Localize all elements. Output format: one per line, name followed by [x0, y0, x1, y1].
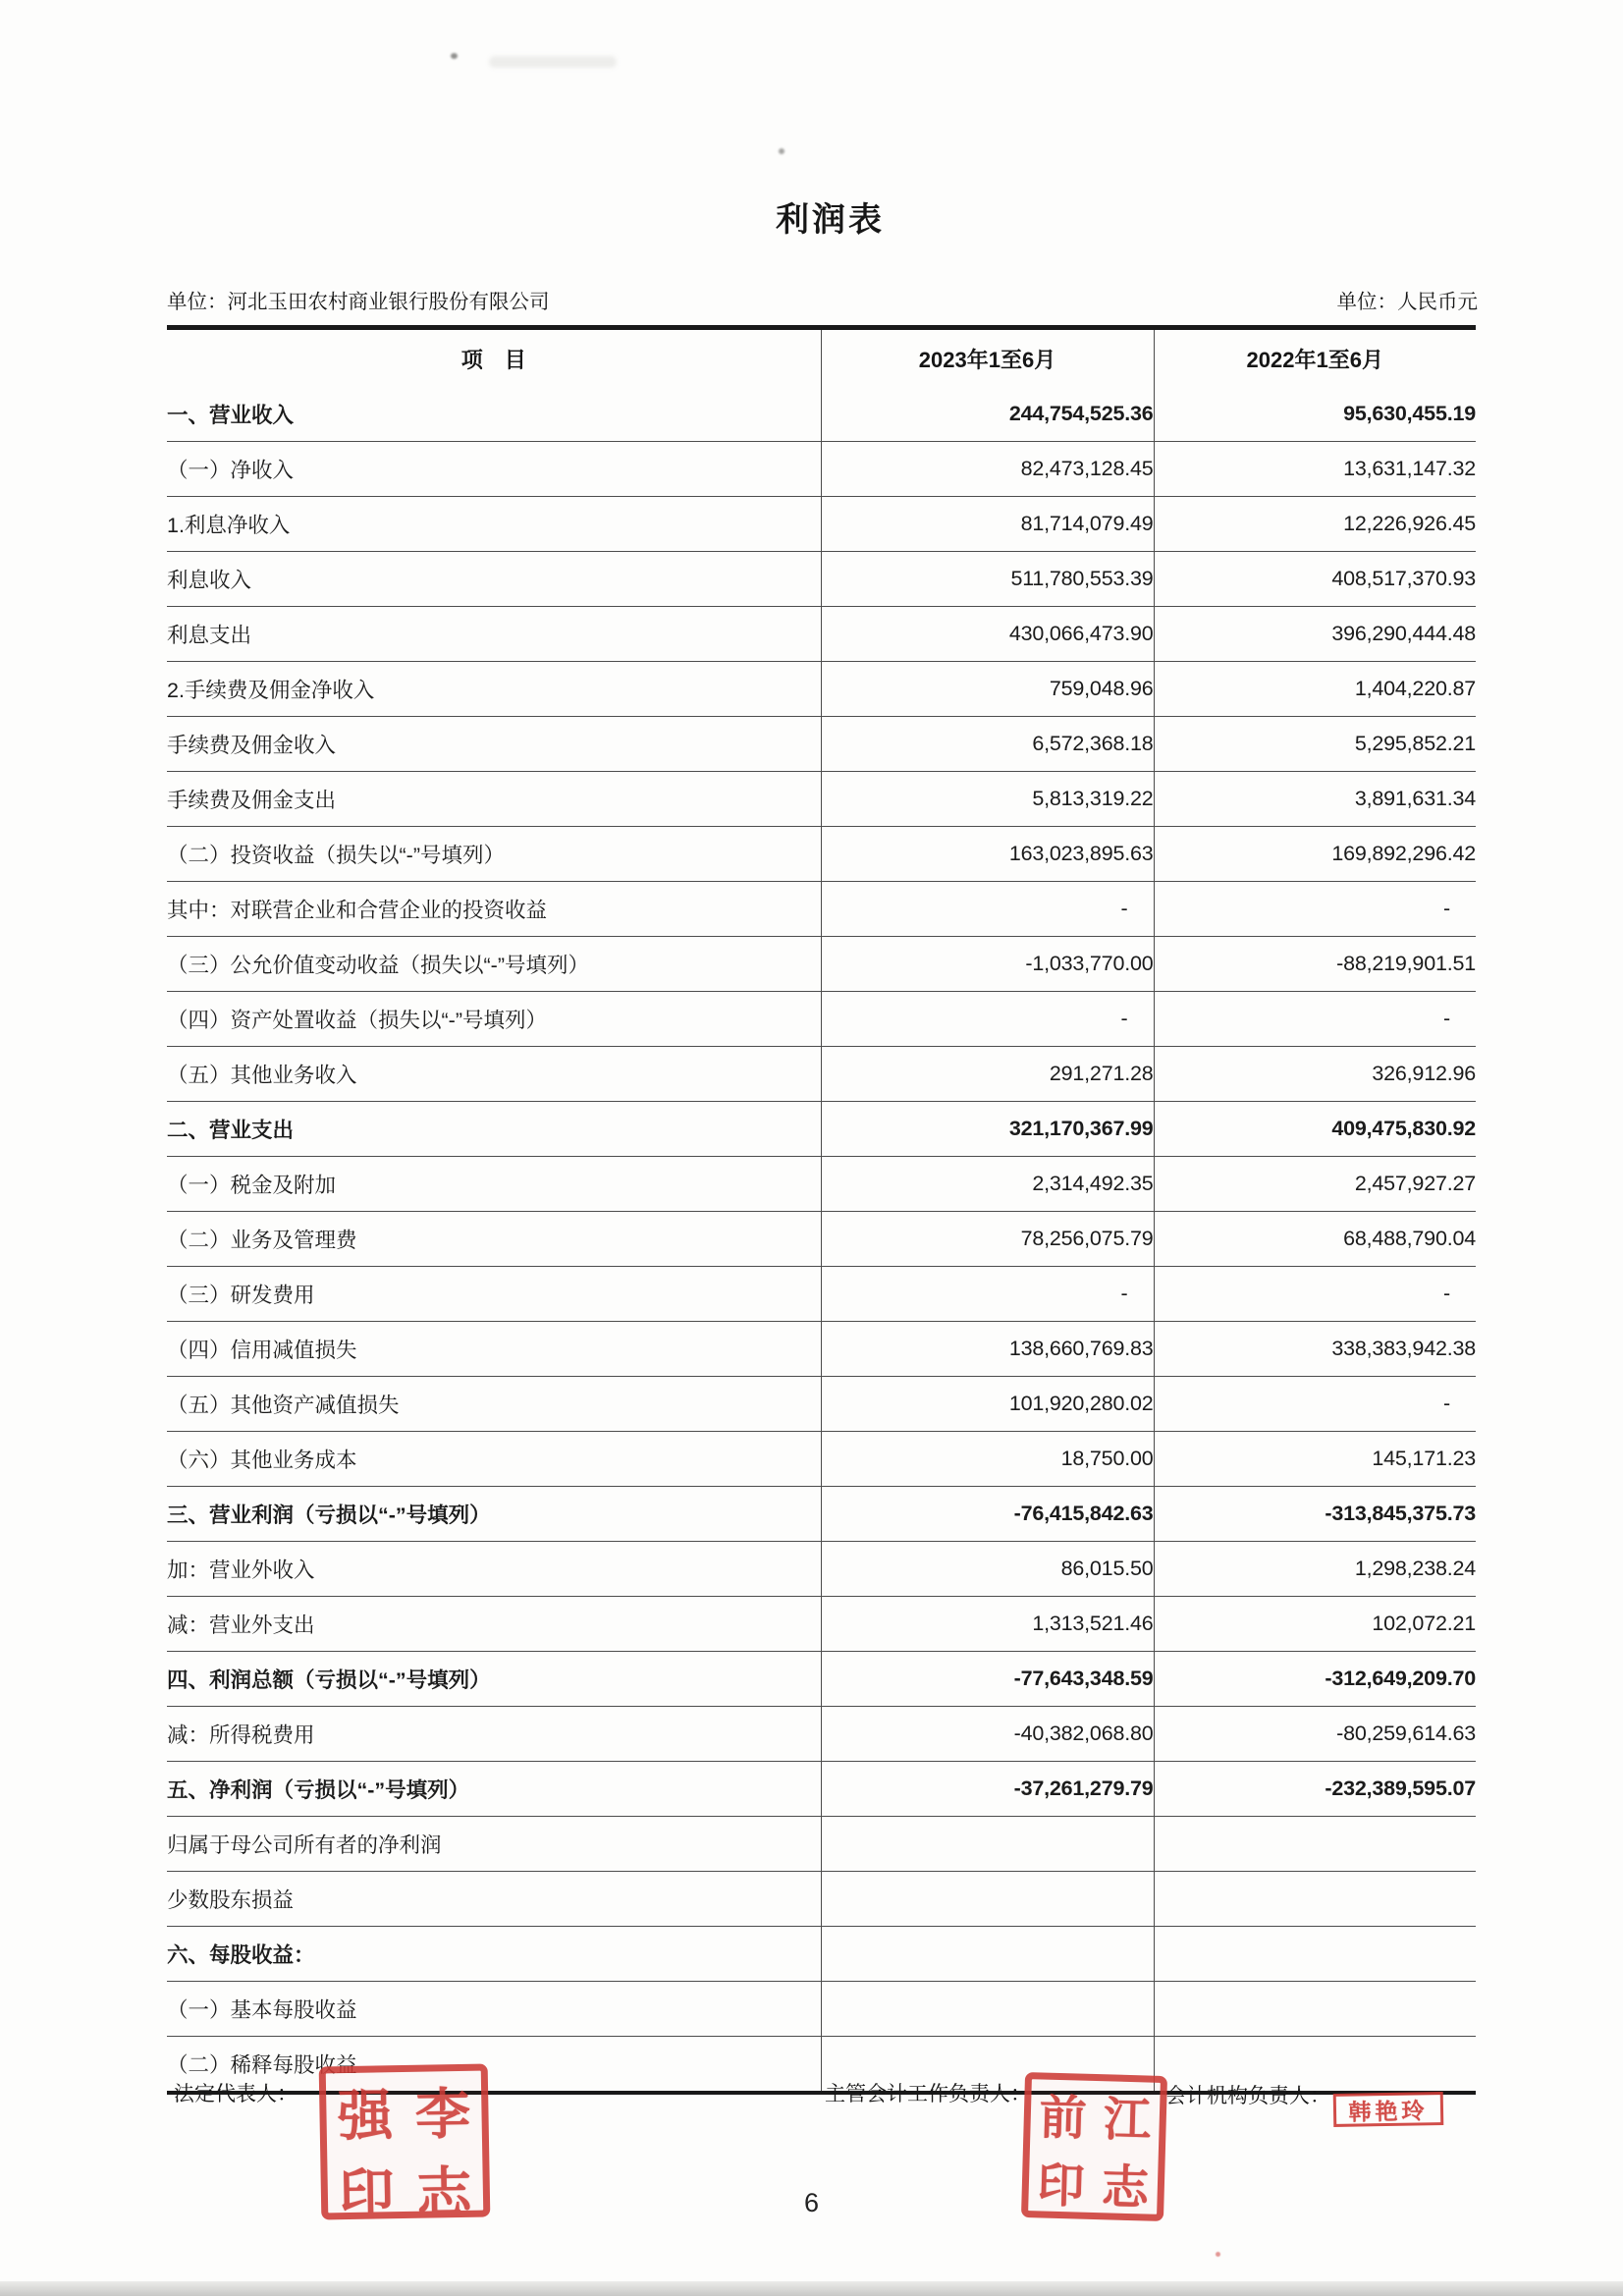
row-label: 三、营业利润（亏损以“-”号填列）: [167, 1503, 491, 1527]
company-unit-label: 单位：河北玉田农村商业银行股份有限公司: [167, 291, 550, 313]
table-row: [167, 717, 1476, 772]
value-2022: 338,383,942.38: [1154, 1322, 1476, 1377]
seal-char: 强: [337, 2084, 394, 2148]
table-row: [167, 1817, 1476, 1872]
value-2023: 511,780,553.39: [821, 552, 1154, 607]
value-2023: 321,170,367.99: [821, 1102, 1154, 1157]
value-2023: [821, 1982, 1154, 2037]
row-label: （一）净收入: [167, 459, 295, 482]
row-label: 减：营业外支出: [167, 1613, 315, 1637]
table-row: [167, 1982, 1476, 2037]
row-label: 利息收入: [167, 569, 252, 592]
table-row: [167, 1102, 1476, 1157]
row-label: 手续费及佣金收入: [167, 734, 337, 757]
table-row: [167, 1322, 1476, 1377]
value-2023: 5,813,319.22: [821, 772, 1154, 827]
scan-speck: [451, 53, 458, 59]
value-2023: -: [821, 1267, 1154, 1322]
value-2022: 1,404,220.87: [1154, 662, 1476, 717]
seal-char: 印: [1036, 2159, 1086, 2214]
table-row: [167, 607, 1476, 662]
value-2023: [821, 1927, 1154, 1982]
value-2023: -40,382,068.80: [821, 1707, 1154, 1762]
value-2022: 396,290,444.48: [1154, 607, 1476, 662]
accounting-dept-name-stamp: 韩艳玲: [1333, 2092, 1444, 2127]
row-label: （五）其他业务收入: [167, 1064, 357, 1087]
value-2023: [821, 1872, 1154, 1927]
seal-char: 志: [1101, 2161, 1150, 2215]
row-label: 归属于母公司所有者的净利润: [167, 1833, 442, 1857]
value-2022: -: [1154, 882, 1476, 937]
value-2022: 13,631,147.32: [1154, 442, 1476, 497]
unit-row: [167, 285, 1478, 314]
table-row: [167, 1872, 1476, 1927]
row-label: 2.手续费及佣金净收入: [167, 679, 375, 702]
row-label: （三）研发费用: [167, 1284, 315, 1307]
value-2023: 244,754,525.36: [821, 387, 1154, 442]
value-2022: -88,219,901.51: [1154, 937, 1476, 992]
value-2022: -: [1154, 1377, 1476, 1432]
row-label: 手续费及佣金支出: [167, 789, 337, 812]
value-2022: 102,072.21: [1154, 1597, 1476, 1652]
value-2023: 291,271.28: [821, 1047, 1154, 1102]
value-2023: -37,261,279.79: [821, 1762, 1154, 1817]
column-header-2023: 2023年1至6月: [821, 328, 1154, 388]
legal-representative-label: 法定代表人：: [174, 2083, 298, 2105]
row-label: （四）信用减值损失: [167, 1339, 357, 1362]
value-2023: -76,415,842.63: [821, 1487, 1154, 1542]
row-label: 其中：对联营企业和合营企业的投资收益: [167, 899, 548, 922]
column-header-2022: 2022年1至6月: [1154, 328, 1476, 388]
value-2022: 95,630,455.19: [1154, 387, 1476, 442]
value-2023: 78,256,075.79: [821, 1212, 1154, 1267]
row-label: 加：营业外收入: [167, 1558, 315, 1582]
row-label: （二）稀释每股收益: [167, 2053, 357, 2077]
value-2023: -1,033,770.00: [821, 937, 1154, 992]
table-body: [167, 387, 1476, 2093]
table-row: [167, 442, 1476, 497]
row-label: 利息支出: [167, 624, 252, 647]
table-row: [167, 1212, 1476, 1267]
table-row: [167, 827, 1476, 882]
value-2022: [1154, 1817, 1476, 1872]
value-2023: 163,023,895.63: [821, 827, 1154, 882]
value-2022: -312,649,209.70: [1154, 1652, 1476, 1707]
value-2023: -77,643,348.59: [821, 1652, 1154, 1707]
value-2023: 430,066,473.90: [821, 607, 1154, 662]
value-2022: 12,226,926.45: [1154, 497, 1476, 552]
table-row: [167, 992, 1476, 1047]
row-label: （四）资产处置收益（损失以“-”号填列）: [167, 1009, 547, 1032]
row-label: 二、营业支出: [167, 1119, 295, 1142]
row-label: （五）其他资产减值损失: [167, 1394, 400, 1417]
value-2022: 2,457,927.27: [1154, 1157, 1476, 1212]
column-header-item: 项 目: [460, 347, 526, 372]
table-row: [167, 1377, 1476, 1432]
value-2022: -313,845,375.73: [1154, 1487, 1476, 1542]
value-2022: 145,171.23: [1154, 1432, 1476, 1487]
seal-char: 志: [415, 2160, 472, 2224]
row-label: 五、净利润（亏损以“-”号填列）: [167, 1778, 470, 1802]
value-2022: 1,298,238.24: [1154, 1542, 1476, 1597]
table-row: [167, 1597, 1476, 1652]
value-2022: 3,891,631.34: [1154, 772, 1476, 827]
table-row: [167, 1927, 1476, 1982]
table-row: [167, 1432, 1476, 1487]
value-2022: -: [1154, 1267, 1476, 1322]
value-2023: [821, 1817, 1154, 1872]
value-2023: 759,048.96: [821, 662, 1154, 717]
value-2022: 326,912.96: [1154, 1047, 1476, 1102]
page-number: 6: [803, 2188, 820, 2217]
value-2022: -: [1154, 992, 1476, 1047]
value-2023: 2,314,492.35: [821, 1157, 1154, 1212]
table-row: [167, 1487, 1476, 1542]
seal-char: 李: [414, 2082, 471, 2146]
value-2023: 81,714,079.49: [821, 497, 1154, 552]
value-2022: -232,389,595.07: [1154, 1762, 1476, 1817]
value-2022: 169,892,296.42: [1154, 827, 1476, 882]
value-2022: [1154, 1872, 1476, 1927]
scan-smudge: [489, 56, 617, 68]
seal-char: 前: [1038, 2092, 1088, 2146]
value-2023: 138,660,769.83: [821, 1322, 1154, 1377]
value-2022: -80,259,614.63: [1154, 1707, 1476, 1762]
row-label: （一）基本每股收益: [167, 1998, 357, 2022]
row-label: 一、营业收入: [167, 404, 295, 427]
table-row: [167, 662, 1476, 717]
value-2022: 68,488,790.04: [1154, 1212, 1476, 1267]
table-row: [167, 497, 1476, 552]
seal-char: 江: [1103, 2094, 1152, 2148]
value-2022: 408,517,370.93: [1154, 552, 1476, 607]
value-2022: 409,475,830.92: [1154, 1102, 1476, 1157]
seal-char: 印: [338, 2162, 395, 2226]
value-2023: 6,572,368.18: [821, 717, 1154, 772]
row-label: （一）税金及附加: [167, 1174, 337, 1197]
value-2022: 5,295,852.21: [1154, 717, 1476, 772]
table-row: [167, 1542, 1476, 1597]
table-row: [167, 1652, 1476, 1707]
table-row: [167, 1267, 1476, 1322]
table-row: [167, 387, 1476, 442]
row-label: 减：所得税费用: [167, 1723, 315, 1747]
table-row: [167, 937, 1476, 992]
chief-accountant-label: 主管会计工作负责人：: [825, 2083, 1031, 2105]
row-label: 六、每股收益：: [167, 1943, 315, 1967]
value-2022: [1154, 1982, 1476, 2037]
table-row: [167, 1762, 1476, 1817]
scan-edge-shadow: [0, 2281, 1623, 2296]
table-header-row: [167, 328, 1476, 388]
value-2023: 82,473,128.45: [821, 442, 1154, 497]
accounting-dept-label: 会计机构负责人：: [1165, 2085, 1330, 2107]
value-2023: -: [821, 882, 1154, 937]
table-row: [167, 1157, 1476, 1212]
table-row: [167, 882, 1476, 937]
row-label: 四、利润总额（亏损以“-”号填列）: [167, 1668, 491, 1692]
row-label: 1.利息净收入: [167, 514, 291, 537]
row-label: （三）公允价值变动收益（损失以“-”号填列）: [167, 954, 589, 977]
table-row: [167, 552, 1476, 607]
page-title: 利润表: [776, 201, 885, 239]
table-row: [167, 1047, 1476, 1102]
row-label: （六）其他业务成本: [167, 1449, 357, 1472]
scan-speck: [1216, 2252, 1220, 2257]
table-row: [167, 772, 1476, 827]
row-label: （二）业务及管理费: [167, 1229, 357, 1252]
table-row: [167, 1707, 1476, 1762]
value-2023: 18,750.00: [821, 1432, 1154, 1487]
value-2023: 101,920,280.02: [821, 1377, 1154, 1432]
currency-unit-label: 单位：人民币元: [1336, 291, 1478, 313]
row-label: 少数股东损益: [167, 1888, 295, 1912]
income-statement-table: [167, 325, 1476, 2095]
value-2023: 86,015.50: [821, 1542, 1154, 1597]
value-2023: -: [821, 992, 1154, 1047]
value-2023: 1,313,521.46: [821, 1597, 1154, 1652]
row-label: （二）投资收益（损失以“-”号填列）: [167, 844, 505, 867]
scan-speck: [779, 148, 784, 154]
value-2022: [1154, 1927, 1476, 1982]
